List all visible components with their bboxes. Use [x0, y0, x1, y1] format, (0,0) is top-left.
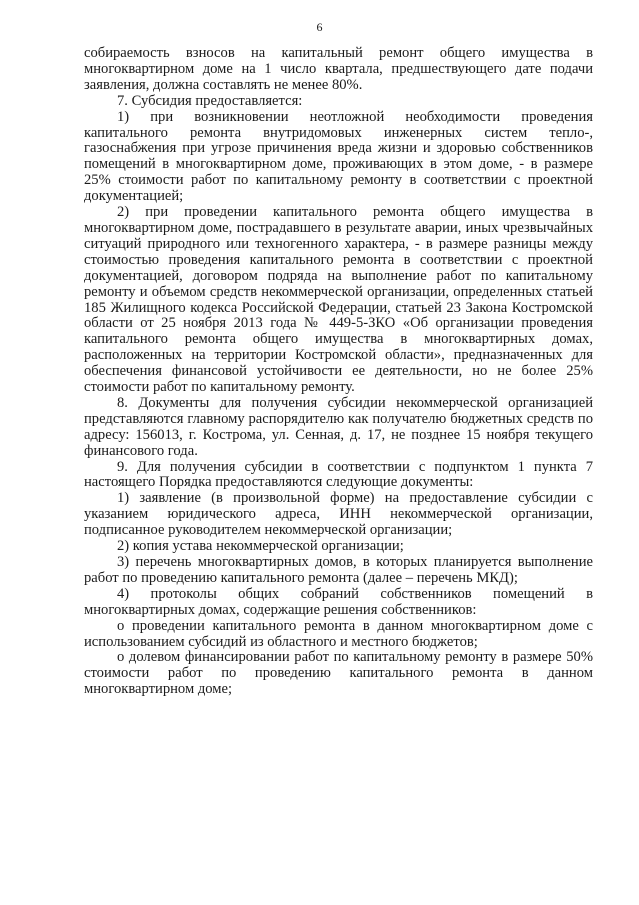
paragraph-decision-repair: о проведении капитального ремонта в данном многоквартирном доме с использованием субсидий из областного и местного бюджетов; [84, 617, 593, 650]
page-number: 6 [316, 20, 323, 34]
paragraph-item-9-1: 1) заявление (в произвольной форме) на предоставление субсидии с указанием юридического адреса, ИНН некоммерческой организации, подписанное руководителем некоммерческой организации; [84, 490, 593, 539]
paragraph-item-9: 9. Для получения субсидии в соответствии с подпунктом 1 пункта 7 настоящего Порядка предоставляются следующие документы: [84, 458, 593, 491]
paragraph-continuation: собираемость взносов на капитальный ремонт общего имущества в многоквартирном доме на 1 число квартала, предшествующего дате подачи заявления, должна составлять не менее 80%. [84, 45, 593, 93]
paragraph-item-7: 7. Субсидия предоставляется: [117, 92, 303, 109]
paragraph-item-7-2: 2) при проведении капитального ремонта общего имущества в многоквартирном доме, пострадавшего в результате аварии, иных чрезвычайных ситуаций природного или техногенного характера, - в размере разницы между стоимостью проведения капитального ремонта в соответствии с проектной документацией, договором подряда на выполнение работ по капитальному ремонту и объемом средств некоммерческой организации, определенных статьей 185 Жилищного кодекса Российской Федерации, статьей 23 Закона Костромской области от 25 ноября 2013 года № 449-5-ЗКО «Об организации проведения капитального ремонта общего имущества в многоквартирных домах, расположенных на территории Костромской области», предназначенных для обеспечения финансовой устойчивости ее деятельности, но не более 25% стоимости работ по капитальному ремонту. [84, 204, 593, 396]
paragraph-item-9-4: 4) протоколы общих собраний собственников помещений в многоквартирных домах, содержащие решения собственников: [84, 585, 593, 618]
paragraph-decision-financing: о долевом финансировании работ по капитальному ремонту в размере 50% стоимости работ по проведению капитального ремонта в данном многоквартирном доме; [84, 649, 593, 698]
paragraph-item-9-2: 2) копия устава некоммерческой организации; [117, 538, 404, 555]
paragraph-item-7-1: 1) при возникновении неотложной необходимости проведения капитального ремонта внутридомовых инженерных систем тепло-, газоснабжения при угрозе причинения вреда жизни и здоровью собственников помещений в многоквартирном доме, проживающих в этом доме, - в размере 25% стоимости работ по капитальному ремонту в соответствии с проектной документацией; [84, 108, 593, 205]
paragraph-item-8: 8. Документы для получения субсидии некоммерческой организацией представляются главному распорядителю как получателю бюджетных средств по адресу: 156013, г. Кострома, ул. Сенная, д. 17, не позднее 15 ноября текущего финансового года. [84, 394, 593, 459]
paragraph-item-9-3: 3) перечень многоквартирных домов, в которых планируется выполнение работ по проведению капитального ремонта (далее – перечень МКД); [84, 554, 593, 586]
document-body [84, 46, 593, 698]
